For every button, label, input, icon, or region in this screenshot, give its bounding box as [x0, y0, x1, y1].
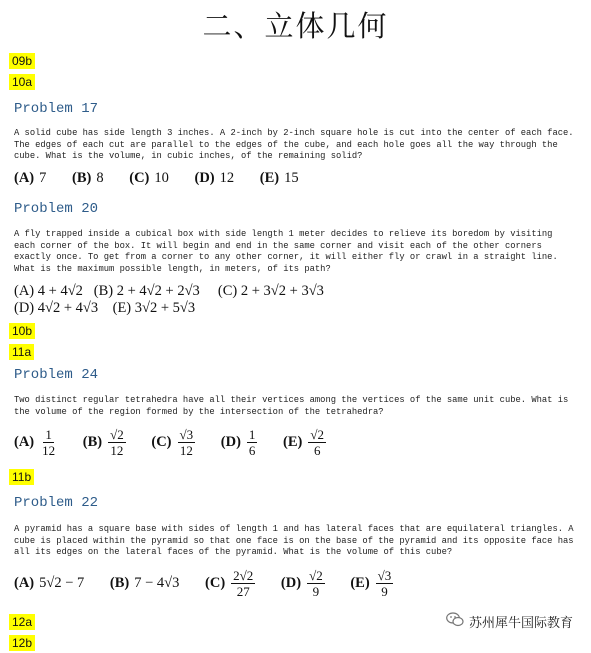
- choice-a: (A) $\frac{1}{12}$: [14, 427, 56, 458]
- problem-17-heading: Problem 17: [14, 101, 99, 117]
- choice-c: (C) $\frac{2√2}{27}$: [205, 568, 254, 599]
- year-tag-10a: 10a: [9, 74, 35, 90]
- choice-d: (D) $\frac{√2}{9}$: [280, 568, 323, 599]
- problem-22-statement: A pyramid has a square base with sides of length 1 and has lateral faces that are equilateral triangles. A cube is placed within the pyramid so that one face is on the base of the pyramid and its opposite face has all its edges on the lateral faces of the pyramid. What is the volume of this cube?: [14, 524, 574, 557]
- problem-24-heading: Problem 24: [14, 367, 99, 383]
- year-tag-11a: 11a: [9, 344, 34, 360]
- choice-c: (C) 10: [129, 170, 169, 187]
- watermark-text: 苏州犀牛国际教育: [468, 616, 573, 631]
- choice-b: (B) $\frac{√2}{12}$: [82, 427, 124, 458]
- year-tag-10b: 10b: [9, 323, 35, 339]
- year-tag-11b: 11b: [9, 469, 34, 485]
- problem-20-choices-row1: [14, 283, 324, 300]
- choice-c: (C) 2 + 3√2 + 3√3: [217, 283, 324, 299]
- watermark: [446, 612, 573, 631]
- problem-24-choices: [14, 427, 348, 458]
- year-tag-09b: 09b: [9, 53, 35, 69]
- choice-a: (A) 7: [14, 170, 47, 187]
- problem-17-statement: A solid cube has side length 3 inches. A 2-inch by 2-inch square hole is cut into the center of each face. The edges of each cut are parallel to the edges of the cube, and each hole goes all the way through the cube. What is the volume, in cubic inches, of the remaining solid?: [14, 128, 574, 161]
- problem-24-statement: Two distinct regular tetrahedra have all their vertices among the vertices of the same unit cube. What is the volume of the region formed by the intersection of the tetrahedra?: [14, 395, 569, 417]
- choice-d: (D) 4√2 + 4√3: [14, 300, 99, 316]
- year-tag-12a: 12a: [9, 614, 35, 630]
- wechat-icon: [446, 612, 464, 631]
- choice-e: (E) $\frac{√3}{9}$: [350, 568, 392, 599]
- year-tag-12b: 12b: [9, 635, 35, 651]
- problem-20-heading: Problem 20: [14, 201, 99, 217]
- choice-d: (D) 12: [194, 170, 235, 187]
- choice-a: (A) 4 + 4√2: [14, 283, 83, 299]
- choice-a: (A) 5√2 − 7: [14, 575, 85, 591]
- problem-17-choices: [14, 170, 321, 187]
- choice-b: (B) 7 − 4√3: [109, 575, 180, 591]
- page-title: 二、立体几何: [202, 9, 389, 43]
- choice-c: (C) $\frac{√3}{12}$: [151, 427, 194, 458]
- choice-b: (B) 8: [72, 170, 104, 187]
- choice-e: (E) $\frac{√2}{6}$: [283, 427, 325, 458]
- problem-22-choices: [14, 568, 415, 599]
- choice-d: (D) $\frac{1}{6}$: [220, 427, 256, 458]
- choice-e: (E) 15: [259, 170, 299, 187]
- problem-22-heading: Problem 22: [14, 495, 99, 511]
- problem-20-statement: A fly trapped inside a cubical box with side length 1 meter decides to relieve its boredom by visiting each corner of the box. It will begin and end in the same corner and visit each of the other corners exactly once. To get from a corner to any other corner, it will either fly or crawl in a straight line. What is the maximum possible length, in meters, of its path?: [14, 229, 558, 274]
- choice-e: (E) 3√2 + 5√3: [112, 300, 196, 316]
- problem-20-choices-row2: [14, 300, 195, 317]
- choice-b: (B) 2 + 4√2 + 2√3: [93, 283, 200, 299]
